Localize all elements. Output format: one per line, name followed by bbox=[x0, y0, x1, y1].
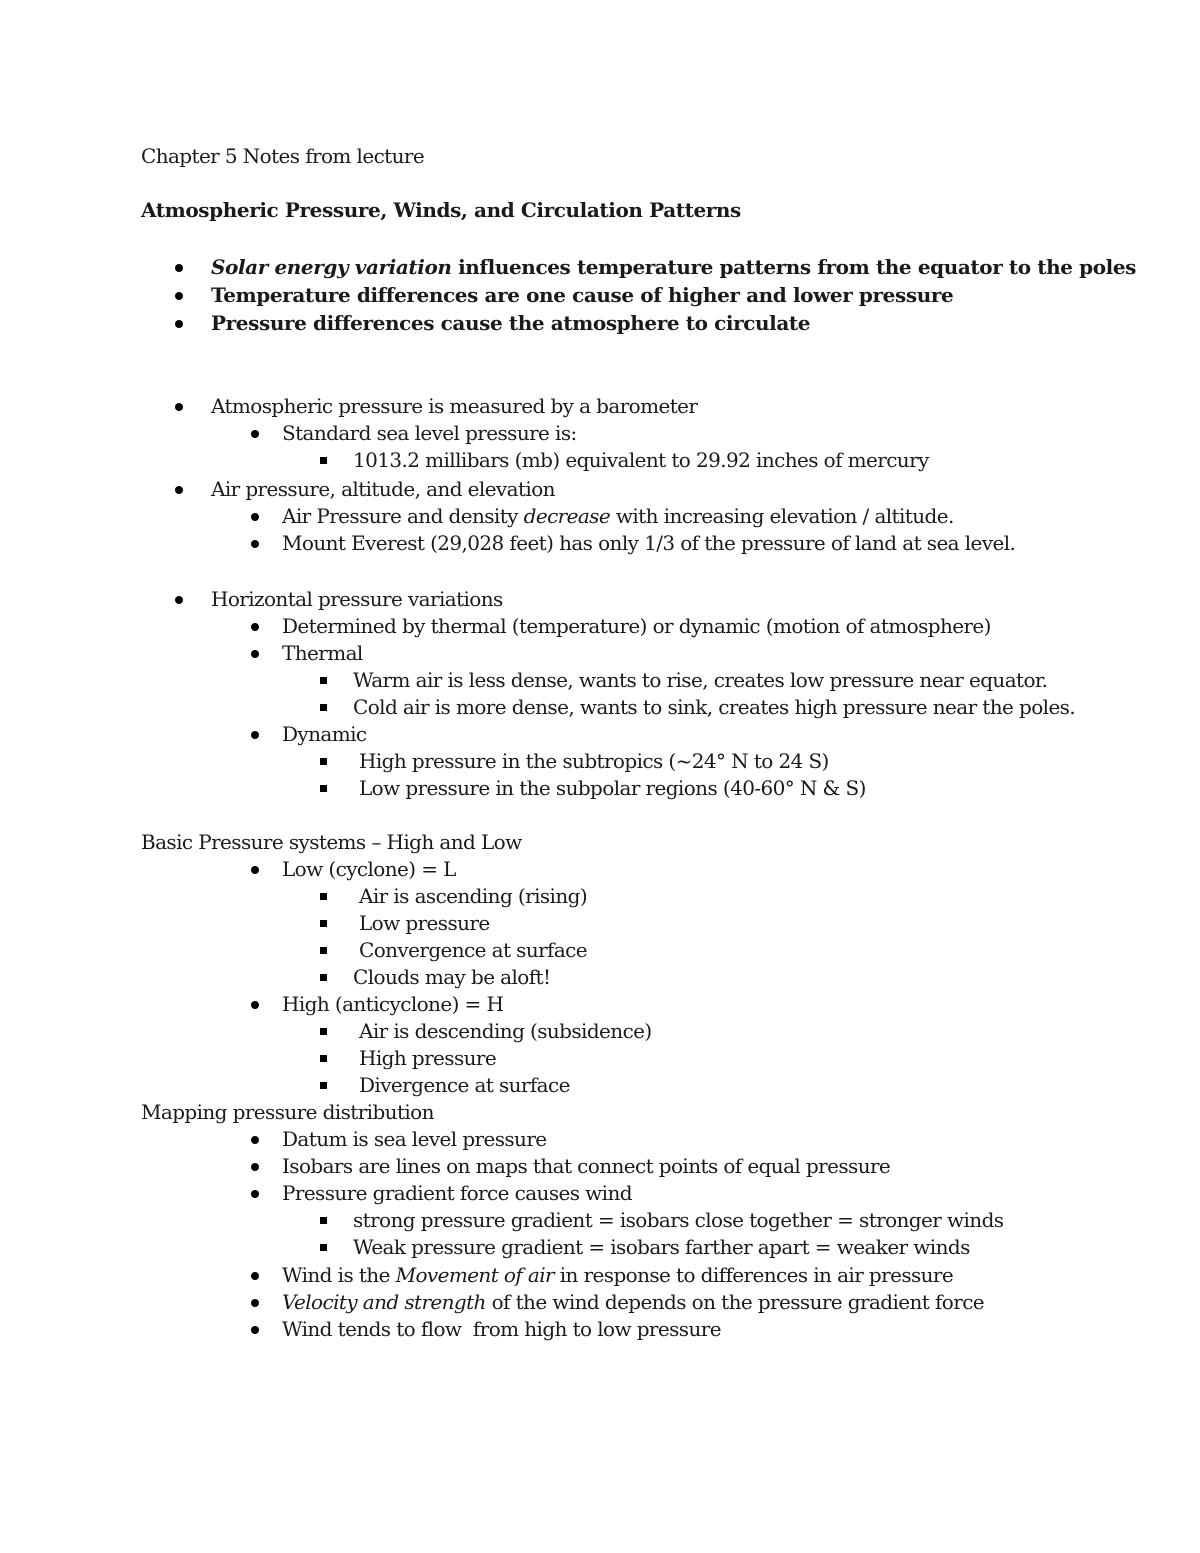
bullet-icon bbox=[251, 1001, 259, 1009]
horizontal-main: Horizontal pressure variations bbox=[211, 587, 503, 611]
square-bullet-icon bbox=[320, 1244, 327, 1251]
mapping-item-5 bbox=[282, 1289, 984, 1316]
square-bullet-icon bbox=[320, 974, 327, 981]
bullet-icon bbox=[251, 540, 259, 548]
bullet-icon bbox=[251, 1190, 259, 1198]
altitude-sub-1-b: with increasing elevation / altitude. bbox=[610, 504, 954, 528]
bullet-icon bbox=[251, 731, 259, 739]
low-item-1: Air is ascending (rising) bbox=[359, 884, 588, 908]
square-bullet-icon bbox=[320, 457, 327, 464]
altitude-sub-1 bbox=[282, 503, 954, 530]
square-bullet-icon bbox=[320, 947, 327, 954]
bullet-icon bbox=[175, 596, 183, 604]
mapping-item-4-b: in response to differences in air pressure bbox=[554, 1263, 954, 1287]
square-bullet-icon bbox=[320, 920, 327, 927]
square-bullet-icon bbox=[320, 1082, 327, 1089]
bullet-icon bbox=[251, 866, 259, 874]
bullet-icon bbox=[251, 1299, 259, 1307]
bullet-icon bbox=[251, 430, 259, 438]
thermal-item-1: Warm air is less dense, wants to rise, creates low pressure near equator. bbox=[353, 668, 1048, 692]
dynamic-item-1: High pressure in the subtropics (~24° N to 24 S) bbox=[359, 749, 829, 773]
altitude-sub-2: Mount Everest (29,028 feet) has only 1/3 of the pressure of land at sea level. bbox=[282, 531, 1016, 555]
mapping-heading: Mapping pressure distribution bbox=[141, 1100, 434, 1124]
square-bullet-icon bbox=[320, 1028, 327, 1035]
mapping-item-5-italic: Velocity and strength bbox=[282, 1290, 486, 1314]
dynamic-item-2: Low pressure in the subpolar regions (40-60° N & S) bbox=[359, 776, 866, 800]
horizontal-thermal: Thermal bbox=[282, 641, 363, 665]
mapping-item-3-1: strong pressure gradient = isobars close together = stronger winds bbox=[353, 1208, 1004, 1232]
altitude-main: Air pressure, altitude, and elevation bbox=[211, 477, 555, 501]
barometer-sub: Standard sea level pressure is: bbox=[282, 421, 577, 445]
bullet-icon bbox=[175, 264, 183, 272]
square-bullet-icon bbox=[320, 1055, 327, 1062]
altitude-sub-1-italic: decrease bbox=[523, 504, 611, 528]
barometer-detail: 1013.2 millibars (mb) equivalent to 29.92 inches of mercury bbox=[353, 448, 929, 472]
bullet-icon bbox=[175, 292, 183, 300]
bullet-icon bbox=[251, 623, 259, 631]
mapping-item-3: Pressure gradient force causes wind bbox=[282, 1181, 632, 1205]
chapter-line: Chapter 5 Notes from lecture bbox=[141, 144, 425, 168]
key-point-3: Pressure differences cause the atmosphere to circulate bbox=[211, 311, 811, 335]
bullet-icon bbox=[251, 1163, 259, 1171]
bullet-icon bbox=[175, 486, 183, 494]
high-anticyclone: High (anticyclone) = H bbox=[282, 992, 504, 1016]
mapping-item-3-2: Weak pressure gradient = isobars farther apart = weaker winds bbox=[353, 1235, 970, 1259]
barometer-main: Atmospheric pressure is measured by a barometer bbox=[211, 394, 698, 418]
high-item-3: Divergence at surface bbox=[359, 1073, 570, 1097]
square-bullet-icon bbox=[320, 677, 327, 684]
square-bullet-icon bbox=[320, 704, 327, 711]
key-point-1 bbox=[211, 254, 1136, 281]
square-bullet-icon bbox=[320, 758, 327, 765]
mapping-item-6: Wind tends to flow from high to low pressure bbox=[282, 1317, 721, 1341]
square-bullet-icon bbox=[320, 785, 327, 792]
mapping-item-4 bbox=[282, 1262, 953, 1289]
basic-systems-heading: Basic Pressure systems – High and Low bbox=[141, 830, 522, 854]
key-point-1-rest: influences temperature patterns from the equator to the poles bbox=[451, 255, 1137, 279]
bullet-icon bbox=[251, 1136, 259, 1144]
mapping-item-2: Isobars are lines on maps that connect points of equal pressure bbox=[282, 1154, 891, 1178]
bullet-icon bbox=[251, 650, 259, 658]
key-point-1-italic: Solar energy variation bbox=[211, 255, 452, 279]
mapping-item-4-a: Wind is the bbox=[282, 1263, 396, 1287]
bullet-icon bbox=[251, 1272, 259, 1280]
mapping-item-5-b: of the wind depends on the pressure gradient force bbox=[485, 1290, 985, 1314]
horizontal-dynamic: Dynamic bbox=[282, 722, 367, 746]
square-bullet-icon bbox=[320, 1217, 327, 1224]
mapping-item-1: Datum is sea level pressure bbox=[282, 1127, 547, 1151]
high-item-1: Air is descending (subsidence) bbox=[359, 1019, 652, 1043]
mapping-item-4-italic: Movement of air bbox=[395, 1263, 554, 1287]
bullet-icon bbox=[175, 403, 183, 411]
square-bullet-icon bbox=[320, 893, 327, 900]
low-cyclone: Low (cyclone) = L bbox=[282, 857, 456, 881]
low-item-4: Clouds may be aloft! bbox=[353, 965, 551, 989]
horizontal-determined: Determined by thermal (temperature) or dynamic (motion of atmosphere) bbox=[282, 614, 991, 638]
bullet-icon bbox=[251, 513, 259, 521]
section-title: Atmospheric Pressure, Winds, and Circulation Patterns bbox=[141, 198, 741, 222]
bullet-icon bbox=[175, 320, 183, 328]
thermal-item-2: Cold air is more dense, wants to sink, creates high pressure near the poles. bbox=[353, 695, 1076, 719]
low-item-2: Low pressure bbox=[359, 911, 490, 935]
key-point-2: Temperature differences are one cause of higher and lower pressure bbox=[211, 283, 954, 307]
high-item-2: High pressure bbox=[359, 1046, 497, 1070]
bullet-icon bbox=[251, 1326, 259, 1334]
altitude-sub-1-a: Air Pressure and density bbox=[282, 504, 524, 528]
low-item-3: Convergence at surface bbox=[359, 938, 588, 962]
